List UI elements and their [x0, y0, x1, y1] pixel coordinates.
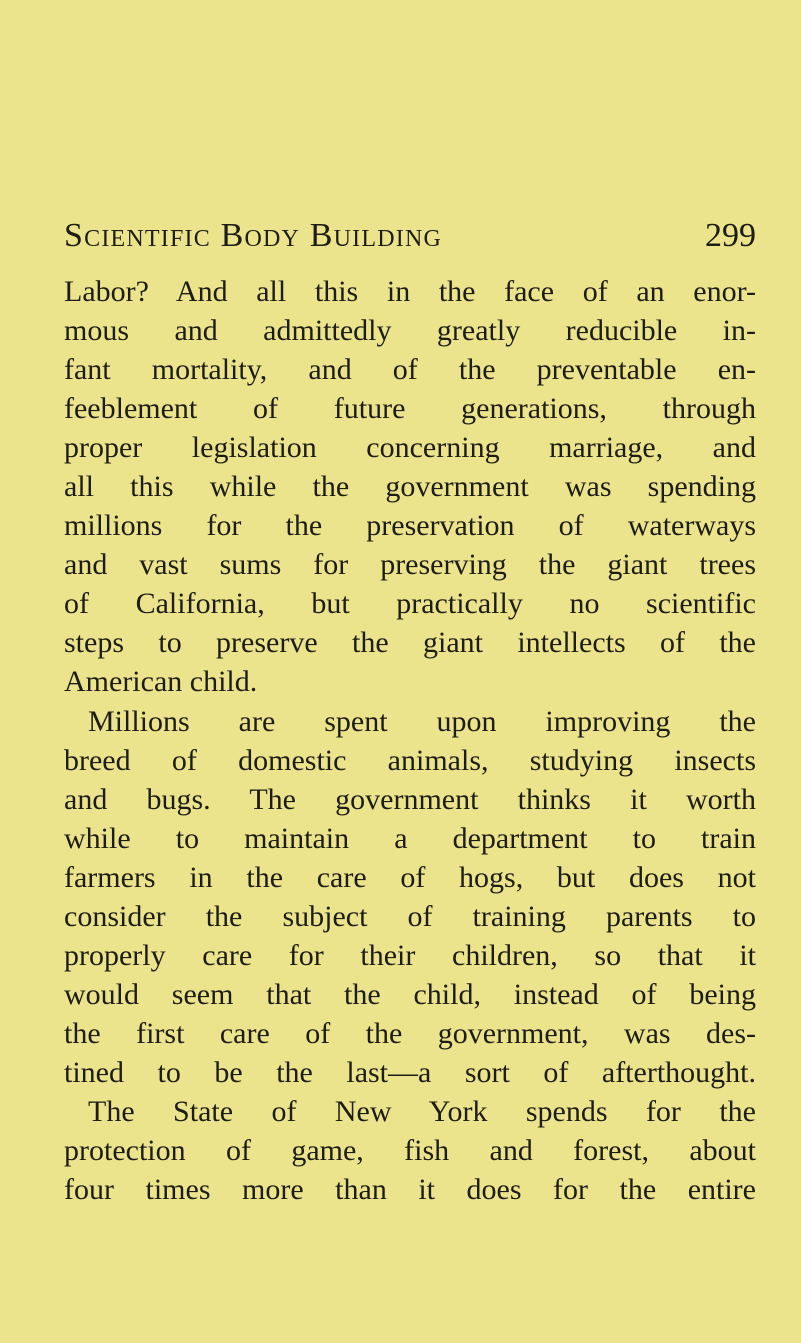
- text-line: feeblement of future generations, through: [64, 392, 756, 426]
- text-line: and bugs. The government thinks it worth: [64, 782, 756, 816]
- text-line: while to maintain a department to train: [64, 821, 756, 855]
- text-line: Millions are spent upon improving the: [88, 704, 756, 738]
- text-line: of California, but practically no scientific: [64, 587, 756, 621]
- page-number: 299: [705, 217, 756, 254]
- body-text: [64, 272, 756, 1209]
- text-line: four times more than it does for the entire: [64, 1173, 756, 1207]
- text-line: protection of game, fish and forest, about: [64, 1134, 756, 1168]
- text-line: breed of domestic animals, studying insects: [64, 743, 756, 777]
- text-line: fant mortality, and of the preventable en-: [64, 353, 756, 387]
- text-line: farmers in the care of hogs, but does not: [64, 860, 756, 894]
- text-line: and vast sums for preserving the giant trees: [64, 548, 756, 582]
- text-line: millions for the preservation of waterways: [64, 509, 756, 543]
- text-line: would seem that the child, instead of being: [64, 977, 756, 1011]
- text-line: Labor? And all this in the face of an enor-: [64, 275, 756, 308]
- paragraph: [64, 272, 756, 702]
- text-line: The State of New York spends for the: [88, 1094, 756, 1128]
- text-line: American child.: [64, 665, 258, 699]
- text-line: proper legislation concerning marriage, and: [64, 431, 756, 465]
- text-line: properly care for their children, so that it: [64, 938, 756, 972]
- paragraph: [64, 1092, 756, 1209]
- text-line: steps to preserve the giant intellects of the: [64, 626, 756, 660]
- text-line: mous and admittedly greatly reducible in-: [64, 314, 756, 348]
- text-line: consider the subject of training parents to: [64, 899, 756, 933]
- running-head-title: Scientific Body Building: [64, 217, 443, 254]
- text-line: all this while the government was spending: [64, 470, 756, 504]
- text-line: the first care of the government, was des-: [64, 1016, 756, 1050]
- paragraph: [64, 702, 756, 1092]
- text-line: tined to be the last—a sort of afterthought.: [64, 1055, 756, 1089]
- running-head: [64, 211, 756, 261]
